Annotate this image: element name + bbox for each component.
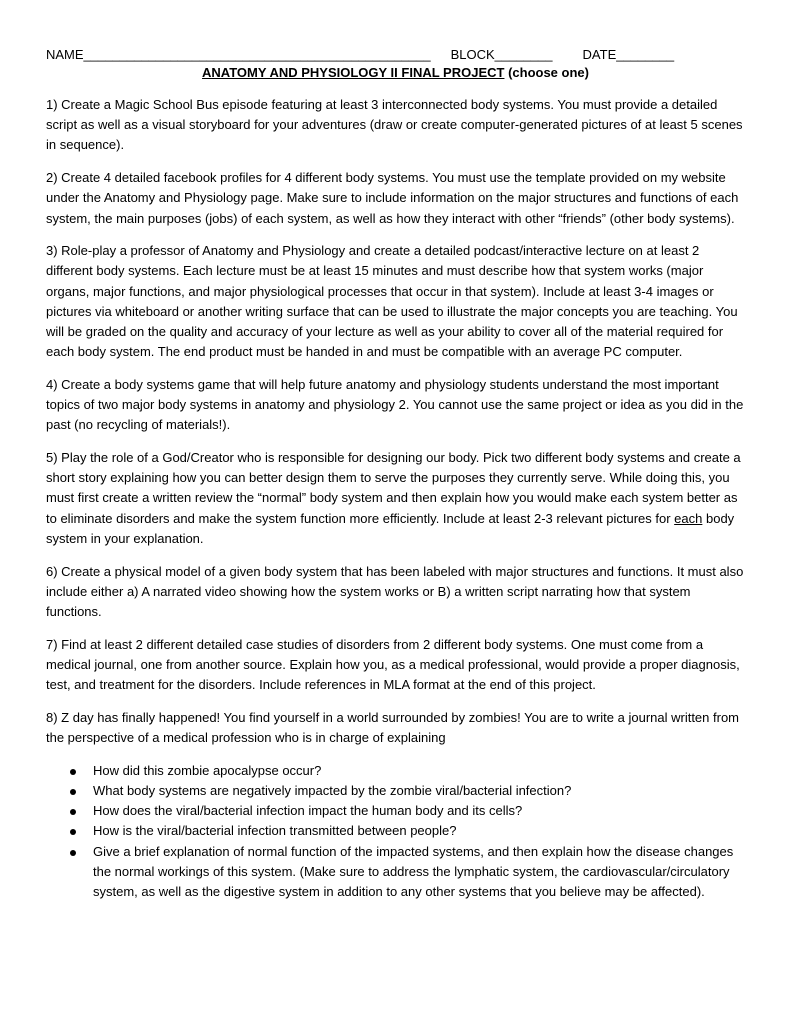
list-item	[46, 761, 746, 781]
title-suffix: (choose one)	[504, 65, 589, 80]
bullet-icon	[70, 769, 76, 775]
list-item-text: How is the viral/bacterial infection transmitted between people?	[93, 823, 457, 839]
list-item	[46, 781, 746, 801]
list-item-text: What body systems are negatively impacted by the zombie viral/bacterial infection?	[93, 782, 572, 798]
list-item	[46, 842, 746, 903]
bullet-icon	[70, 850, 76, 856]
name-field-label: NAME________________________________________________	[46, 47, 431, 62]
option-7: 7) Find at least 2 different detailed case studies of disorders from 2 different body systems. One must come from a medical journal, one from another source. Explain how you, as a medical professional, would provide a proper diagnosis, test, and treatment for the disorders. Include references in MLA format at the end of this project.	[46, 636, 740, 693]
option-1: 1) Create a Magic School Bus episode featuring at least 3 interconnected body systems. You must provide a detailed script as well as a visual storyboard for your adventures (draw or create computer-generated pictures of at least 5 scenes in sequence).	[46, 97, 743, 153]
option-2: 2) Create 4 detailed facebook profiles for 4 different body systems. You must use the template provided on my website under the Anatomy and Physiology page. Make sure to include information on the major structures and functions of each system, the main purposes (jobs) of each system, as well as how they interact with other “friends” (other body systems).	[46, 170, 739, 226]
bullet-icon	[70, 809, 76, 815]
bullet-icon	[70, 829, 76, 835]
list-item-text: Give a brief explanation of normal function of the impacted systems, and then explain how the disease changes the normal workings of this system. (Make sure to address the lymphatic system, the cardiovascular/circulatory system, as well as the digestive system in addition to any other systems that you believe may be affected).	[93, 843, 734, 899]
list-item-text: How did this zombie apocalypse occur?	[93, 762, 322, 778]
option-4: 4) Create a body systems game that will help future anatomy and physiology students understand the most important topics of two major body systems in anatomy and physiology 2. You cannot use the same project or idea as you did in the past (no recycling of materials!).	[46, 376, 744, 433]
project-options	[46, 95, 746, 902]
date-field-label: DATE________	[582, 47, 675, 62]
bullet-icon	[70, 789, 76, 795]
option-5-text: 5) Play the role of a God/Creator who is responsible for designing our body. Pick two different body systems and create a short story explaining how you can better design them to serve the purposes they currently serve. While doing this, you must first create a written review the “normal” body system and then explain how you would make each system better as to eliminate disorders and make the system function more efficiently. Include at least 2-3 relevant pictures for	[46, 450, 741, 526]
option-5-emphasis: each	[674, 510, 703, 526]
header-line	[46, 46, 675, 64]
list-item-text: How does the viral/bacterial infection impact the human body and its cells?	[93, 803, 523, 819]
block-field-label: BLOCK________	[450, 47, 553, 62]
option-8: 8) Z day has finally happened! You find yourself in a world surrounded by zombies! You are to write a journal written from the perspective of a medical profession who is in charge of explaining	[46, 709, 740, 745]
title-main: ANATOMY AND PHYSIOLOGY II FINAL PROJECT	[202, 65, 505, 80]
option-5-text-end: body system in your explanation.	[46, 510, 735, 546]
option-5	[46, 448, 746, 549]
option-6: 6) Create a physical model of a given body system that has been labeled with major structures and functions. It must also include either a) A narrated video showing how the system works or B) a written script narrating how that system functions.	[46, 563, 744, 619]
list-item	[46, 801, 746, 821]
list-item	[46, 821, 746, 841]
zombie-question-list	[46, 761, 746, 902]
page-title	[0, 64, 791, 82]
option-3: 3) Role-play a professor of Anatomy and Physiology and create a detailed podcast/interactive lecture on at least 2 different body systems. Each lecture must be at least 15 minutes and must describe how that system works (major organs, major functions, and major physiological processes that occur in that system). Include at least 3-4 images or pictures via whiteboard or another writing surface that can be used to illustrate the major concepts you are teaching. You will be graded on the quality and accuracy of your lecture as well as your ability to cover all of the material required for each body system. The end product must be handed in and must be compatible with an average PC computer.	[46, 243, 738, 360]
